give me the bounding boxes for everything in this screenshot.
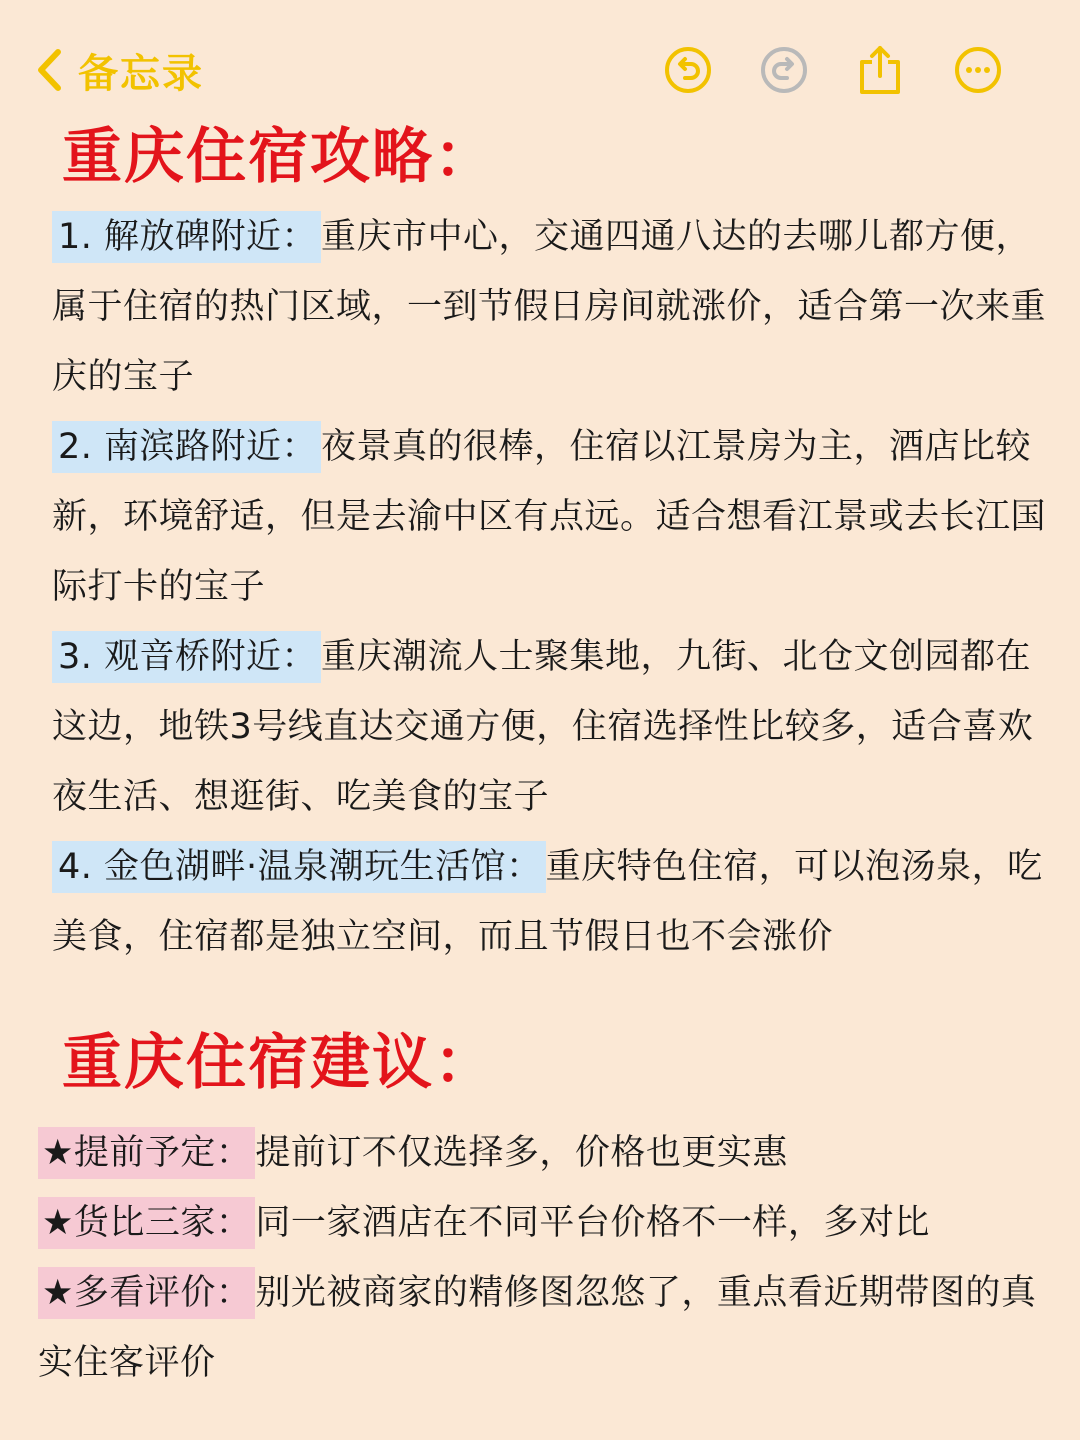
list-item	[52, 832, 1052, 972]
item-label: ★货比三家：	[38, 1197, 255, 1249]
undo-icon	[662, 44, 714, 96]
more-button[interactable]	[952, 44, 1004, 96]
item-text: 夜景真的很棒，住宿以江景房为主，酒店比较新，环境舒适，但是去渝中区有点远。适合想看江景或去长江国际打卡的宝子	[52, 427, 1047, 607]
item-label: 2. 南滨路附近：	[52, 421, 321, 473]
undo-button[interactable]	[662, 44, 714, 96]
item-text: 重庆特色住宿，可以泡汤泉，吃美食，住宿都是独立空间，而且节假日也不会涨价	[52, 847, 1043, 957]
back-button[interactable]	[36, 42, 204, 98]
chevron-left-icon	[36, 48, 62, 92]
more-icon	[952, 44, 1004, 96]
item-label: 3. 观音桥附近：	[52, 631, 321, 683]
back-label: 备忘录	[78, 50, 204, 97]
section-title: 重庆住宿建议：	[62, 1028, 496, 1098]
item-label: ★提前予定：	[38, 1127, 255, 1179]
redo-icon	[758, 44, 810, 96]
item-label: 1. 解放碑附近：	[52, 211, 321, 263]
toolbar	[0, 0, 1080, 130]
list-item	[38, 1258, 1038, 1398]
item-text: 重庆潮流人士聚集地，九街、北仓文创园都在这边，地铁3号线直达交通方便，住宿选择性比较多，适合喜欢夜生活、想逛街、吃美食的宝子	[52, 637, 1034, 817]
list-item	[38, 1188, 1038, 1258]
list-item	[52, 202, 1052, 412]
list-item	[38, 1118, 1038, 1188]
list-item	[52, 412, 1052, 622]
item-text: 提前订不仅选择多，价格也更实惠	[255, 1133, 788, 1173]
section-title: 重庆住宿攻略：	[62, 122, 496, 192]
share-button[interactable]	[854, 44, 906, 96]
share-icon	[854, 44, 906, 96]
redo-button[interactable]	[758, 44, 810, 96]
item-text: 别光被商家的精修图忽悠了，重点看近期带图的真实住客评价	[38, 1273, 1037, 1383]
item-text: 重庆市中心，交通四通八达的去哪儿都方便，属于住宿的热门区域，一到节假日房间就涨价，适合第一次来重庆的宝子	[52, 217, 1047, 397]
item-text: 同一家酒店在不同平台价格不一样，多对比	[255, 1203, 930, 1243]
accommodation-tips	[38, 1118, 1038, 1398]
accommodation-guide	[52, 202, 1052, 972]
item-label: ★多看评价：	[38, 1267, 255, 1319]
item-label: 4. 金色湖畔·温泉潮玩生活馆：	[52, 841, 546, 893]
list-item	[52, 622, 1052, 832]
